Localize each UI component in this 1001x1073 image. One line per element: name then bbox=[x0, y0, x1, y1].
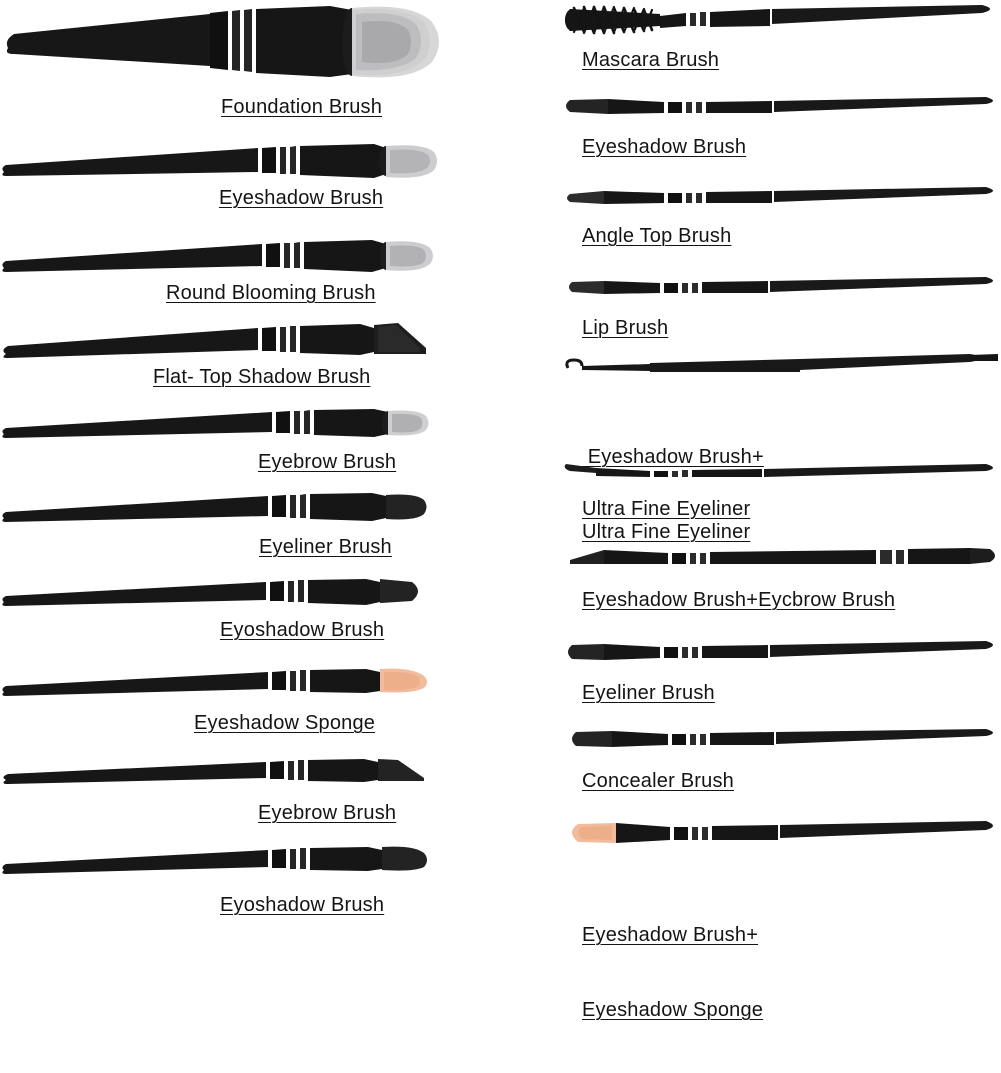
brush-illustration-eyebrow-brush-1 bbox=[0, 402, 500, 450]
brush-illustration-eyeshadow-brush-ultra-fine-eyeliner bbox=[500, 348, 1001, 380]
brush-label-eyoshadow-brush-1: Eyoshadow Brush bbox=[220, 619, 385, 641]
brush-label-eyeshadow-brush-1: Eyeshadow Brush bbox=[219, 187, 384, 209]
brush-label-lip-brush: Lip Brush bbox=[582, 317, 669, 339]
brush-label-ultra-fine-eyeliner: Ultra Fine Eyeliner bbox=[582, 498, 751, 520]
brush-label-foundation-brush: Foundation Brush bbox=[221, 96, 383, 118]
brush-illustration-eyeshadow-brush-eycbrow-brush bbox=[500, 542, 1001, 576]
brush-label-eyeshadow-brush-r1: Eyeshadow Brush bbox=[582, 136, 747, 158]
brush-label-eyebrow-brush-2: Eyebrow Brush bbox=[258, 802, 397, 824]
brush-illustration-eyeshadow-sponge-1 bbox=[0, 658, 500, 706]
brush-label-eyeshadow-brush-ultra-fine-eyeliner: Eyeshadow Brush+ Ultra Fine Eyeliner bbox=[582, 446, 764, 543]
brush-label-concealer-brush: Concealer Brush bbox=[582, 770, 734, 792]
brush-illustration-eyebrow-brush-2 bbox=[0, 748, 500, 794]
brush-illustration-angle-top-brush bbox=[500, 182, 1001, 214]
right-brush-column bbox=[500, 0, 1001, 1021]
brush-label-flat-top-shadow-brush: Flat- Top Shadow Brush bbox=[153, 366, 371, 388]
brush-illustration-flat-top-shadow-brush bbox=[0, 314, 500, 368]
brush-illustration-round-blooming-brush bbox=[0, 232, 500, 284]
brush-label-eyeliner-brush-1: Eyeliner Brush bbox=[259, 536, 392, 558]
brush-illustration-lip-brush bbox=[500, 272, 1001, 304]
brush-item-foundation-brush bbox=[0, 0, 500, 118]
brush-label-eyebrow-brush-1: Eyebrow Brush bbox=[258, 451, 397, 473]
brush-illustration-eyeshadow-brush-1 bbox=[0, 138, 500, 190]
brush-label-eyeliner-brush-r: Eyeliner Brush bbox=[582, 682, 715, 704]
brush-illustration-concealer-brush bbox=[500, 724, 1001, 756]
brush-label-angle-top-brush: Angle Top Brush bbox=[582, 225, 732, 247]
brush-illustration-eyeshadow-brush-sponge bbox=[500, 816, 1001, 854]
brush-illustration-eyoshadow-brush-2 bbox=[0, 836, 500, 884]
brush-label-round-blooming-brush: Round Blooming Brush bbox=[166, 282, 376, 304]
brush-illustration-foundation-brush bbox=[0, 0, 500, 88]
brush-label-mascara-brush: Mascara Brush bbox=[582, 49, 720, 71]
brush-label-eyeshadow-brush-sponge: Eyeshadow Brush+ Eyeshadow Sponge bbox=[582, 924, 764, 1021]
brush-illustration-mascara-brush bbox=[500, 0, 1001, 40]
brush-illustration-eyoshadow-brush-1 bbox=[0, 570, 500, 618]
brush-label-eyeshadow-brush-eycbrow-brush: Eyeshadow Brush+Eycbrow Brush bbox=[582, 589, 896, 611]
brush-illustration-eyeshadow-brush-r1 bbox=[500, 92, 1001, 126]
brush-illustration-eyeliner-brush-1 bbox=[0, 486, 500, 534]
brush-illustration-ultra-fine-eyeliner bbox=[500, 458, 1001, 486]
brush-illustration-eyeliner-brush-r bbox=[500, 636, 1001, 668]
brush-label-eyeshadow-sponge-1: Eyeshadow Sponge bbox=[194, 712, 376, 734]
brush-label-eyoshadow-brush-2: Eyoshadow Brush bbox=[220, 894, 385, 916]
left-brush-column bbox=[0, 0, 500, 930]
